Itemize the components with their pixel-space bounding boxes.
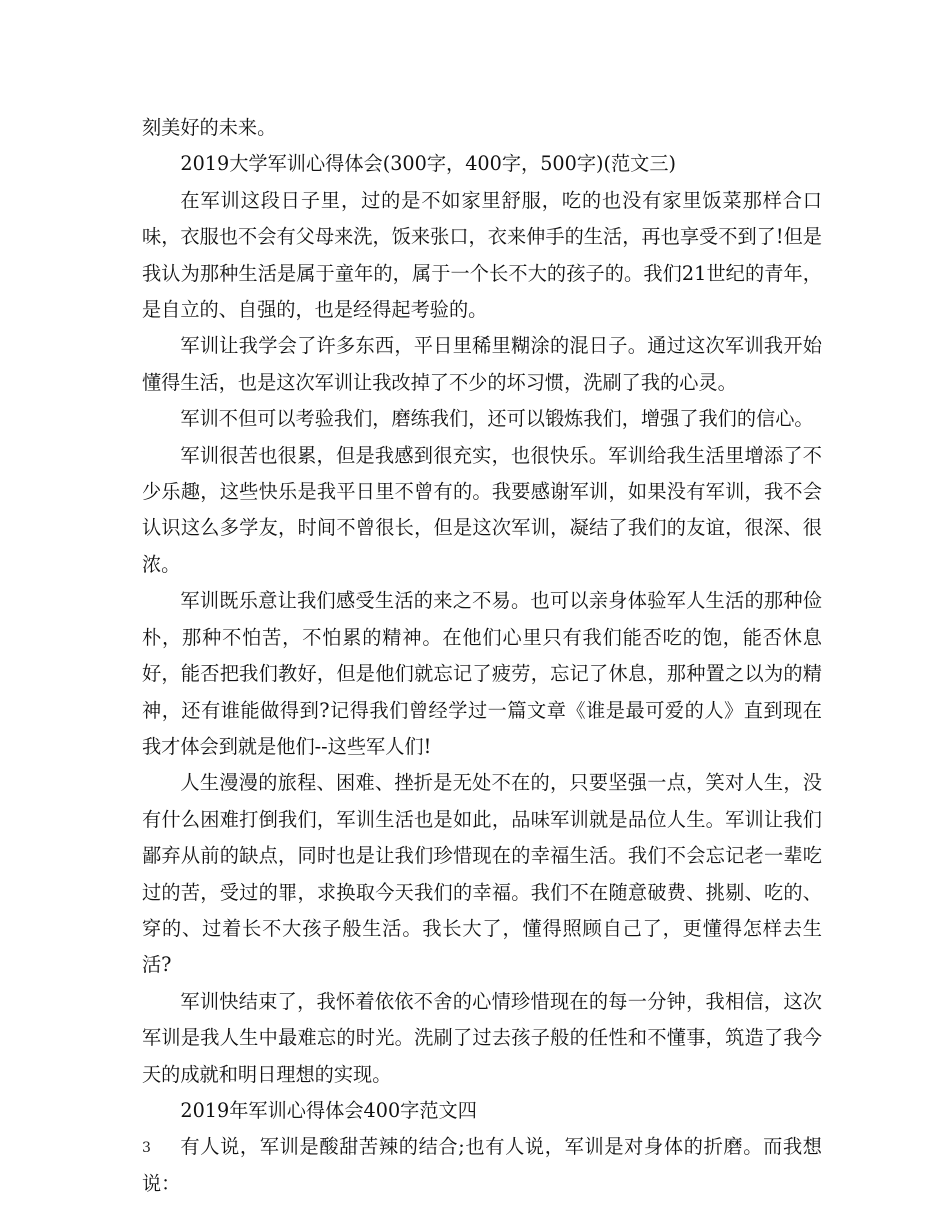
continuation-text: 刻美好的未来。	[142, 116, 277, 139]
paragraph: 军训不但可以考验我们，磨练我们，还可以锻炼我们，增强了我们的信心。	[180, 407, 814, 431]
paragraph: 军训快结束了，我怀着依依不舍的心情珍惜现在的每一分钟，我相信，这次军训是我人生中最难忘的时光。洗刷了过去孩子般的任性和不懂事，筑造了我今天的成就和明日理想的实现。	[142, 989, 822, 1086]
section-heading-3: 2019大学军训心得体会(300字，400字，500字)(范文三)	[180, 152, 677, 176]
section-heading-4: 2019年军训心得体会400字范文四	[180, 1098, 477, 1122]
document-body	[142, 110, 822, 1202]
page-number: 3	[142, 1140, 151, 1156]
paragraph: 人生漫漫的旅程、困难、挫折是无处不在的，只要坚强一点，笑对人生，没有什么困难打倒我们，军训生活也是如此，品味军训就是品位人生。军训让我们鄙弃从前的缺点，同时也是让我们珍惜现在的幸福生活。我们不会忘记老一辈吃过的苦，受过的罪，求换取今天我们的幸福。我们不在随意破费、挑剔、吃的、穿的、过着长不大孩子般生活。我长大了，懂得照顾自己了，更懂得怎样去生活?	[142, 771, 822, 977]
paragraph: 军训让我学会了许多东西，平日里稀里糊涂的混日子。通过这次军训我开始懂得生活，也是这次军训让我改掉了不少的坏习惯，洗刷了我的心灵。	[142, 334, 822, 394]
paragraph: 军训很苦也很累，但是我感到很充实，也很快乐。军训给我生活里增添了不少乐趣，这些快乐是我平日里不曾有的。我要感谢军训，如果没有军训，我不会认识这么多学友，时间不曾很长，但是这次军训，凝结了我们的友谊，很深、很浓。	[142, 443, 822, 576]
paragraph: 在军训这段日子里，过的是不如家里舒服，吃的也没有家里饭菜那样合口味，衣服也不会有父母来洗，饭来张口，衣来伸手的生活，再也享受不到了!但是我认为那种生活是属于童年的，属于一个长不大的孩子的。我们21世纪的青年，是自立的、自强的，也是经得起考验的。	[142, 188, 822, 322]
paragraph: 军训既乐意让我们感受生活的来之不易。也可以亲身体验军人生活的那种俭朴，那种不怕苦，不怕累的精神。在他们心里只有我们能否吃的饱，能否休息好，能否把我们教好，但是他们就忘记了疲劳，忘记了休息，那种置之以为的精神，还有谁能做得到?记得我们曾经学过一篇文章《谁是最可爱的人》直到现在我才体会到就是他们--这些军人们!	[142, 589, 822, 758]
paragraph: 有人说，军训是酸甜苦辣的结合;也有人说，军训是对身体的折磨。而我想说：	[142, 1135, 822, 1195]
